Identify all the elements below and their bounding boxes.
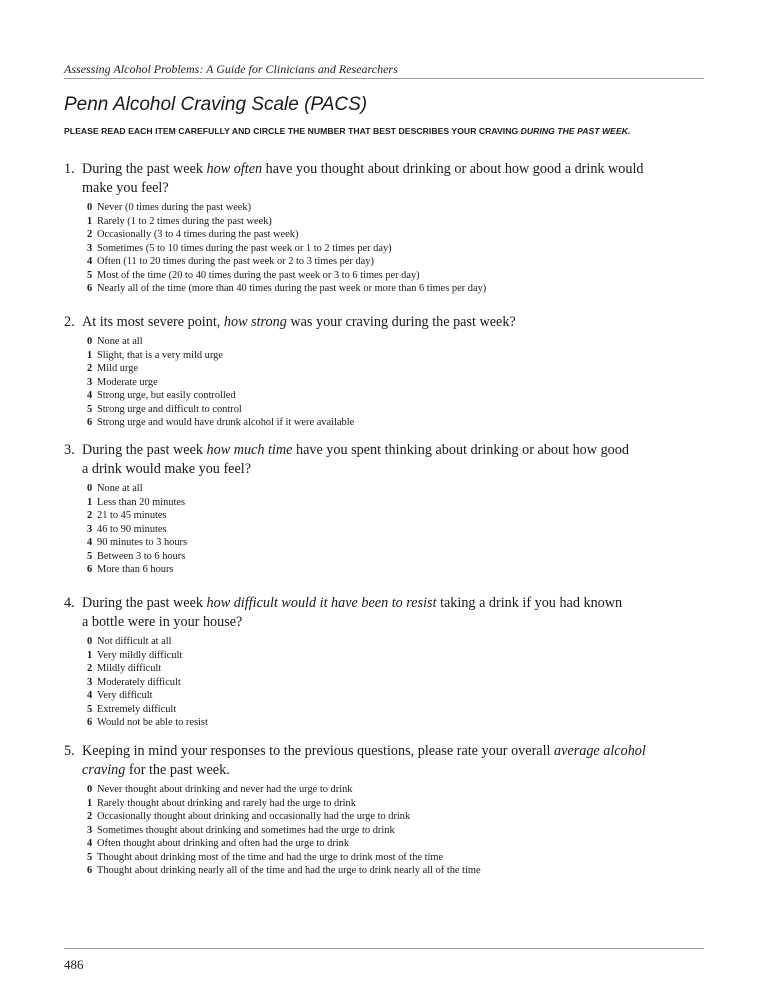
instructions [64, 126, 724, 136]
answer-option[interactable] [87, 810, 684, 824]
option-number: 5 [87, 269, 93, 281]
answer-options [64, 201, 684, 296]
answer-option[interactable] [87, 824, 684, 838]
answer-option[interactable] [87, 403, 684, 417]
answer-option[interactable] [87, 864, 684, 878]
stem-emphasis: how often [206, 161, 263, 177]
option-text: Mildly difficult [97, 663, 162, 674]
answer-option[interactable] [87, 482, 684, 496]
option-text: Nearly all of the time (more than 40 times during the past week or more than 6 times per day) [97, 283, 487, 294]
option-number: 6 [87, 283, 93, 294]
stem-emphasis: how much time [206, 442, 293, 458]
option-number: 2 [87, 663, 93, 674]
option-number: 0 [87, 202, 93, 213]
answer-option[interactable] [87, 689, 684, 703]
question-number: 1. [64, 161, 75, 177]
option-text: Moderately difficult [97, 676, 181, 688]
answer-option[interactable] [87, 536, 684, 550]
stem-text: was your craving during the past week? [286, 314, 516, 330]
option-text: Strong urge, but easily controlled [97, 390, 236, 401]
answer-option[interactable] [87, 389, 684, 403]
option-text: Very mildly difficult [97, 649, 183, 661]
option-text: 46 to 90 minutes [97, 523, 167, 535]
stem-text: Keeping in mind your responses to the previous questions, please rate your overall [82, 743, 555, 759]
option-text: None at all [97, 483, 143, 494]
answer-option[interactable] [87, 269, 684, 283]
option-text: Occasionally thought about drinking and occasionally had the urge to drink [97, 811, 411, 822]
stem-emphasis: how difficult would it have been to resist [206, 595, 437, 611]
option-number: 0 [87, 336, 93, 347]
question-4 [64, 594, 684, 730]
option-number: 4 [87, 390, 93, 401]
answer-options [64, 783, 684, 878]
option-number: 4 [87, 256, 93, 267]
option-text: Often (11 to 20 times during the past week or 2 to 3 times per day) [97, 256, 374, 267]
option-text: Thought about drinking most of the time and had the urge to drink most of the time [97, 851, 444, 863]
question-number: 3. [64, 442, 75, 458]
option-number: 6 [87, 717, 93, 728]
question-stem [64, 594, 684, 632]
option-text: Very difficult [97, 690, 153, 701]
option-number: 3 [87, 242, 93, 254]
page-title: Penn Alcohol Craving Scale (PACS) [64, 94, 368, 115]
option-text: Most of the time (20 to 40 times during the past week or 3 to 6 times per day) [97, 269, 420, 281]
option-number: 2 [87, 811, 93, 822]
option-text: Strong urge and difficult to control [97, 403, 242, 415]
option-number: 1 [87, 649, 93, 661]
option-text: Thought about drinking nearly all of the time and had the urge to drink nearly all of the time [97, 865, 481, 876]
answer-option[interactable] [87, 563, 684, 577]
footer-divider [64, 948, 704, 949]
question-2 [64, 313, 684, 430]
option-text: Between 3 to 6 hours [97, 550, 186, 562]
answer-option[interactable] [87, 851, 684, 865]
option-number: 5 [87, 703, 93, 715]
option-text: Strong urge and would have drunk alcohol if it were available [97, 417, 355, 428]
answer-option[interactable] [87, 550, 684, 564]
question-5 [64, 742, 684, 878]
option-text: Never (0 times during the past week) [97, 202, 252, 213]
answer-option[interactable] [87, 215, 684, 229]
option-text: Would not be able to resist [97, 717, 208, 728]
answer-options [64, 482, 684, 577]
option-text: Extremely difficult [97, 703, 177, 715]
question-number: 5. [64, 743, 75, 759]
stem-text: have you thought about drinking or about how good a drink would [262, 161, 644, 177]
stem-text: During the past week [82, 161, 207, 177]
option-number: 6 [87, 564, 93, 575]
stem-text: have you spent thinking about drinking or about how good [292, 442, 629, 458]
stem-text: During the past week [82, 442, 207, 458]
header-divider [64, 78, 704, 79]
option-text: Sometimes thought about drinking and sometimes had the urge to drink [97, 824, 395, 836]
option-number: 4 [87, 838, 93, 849]
option-number: 2 [87, 363, 93, 374]
option-number: 5 [87, 550, 93, 562]
answer-option[interactable] [87, 228, 684, 242]
question-number: 2. [64, 314, 75, 330]
answer-option[interactable] [87, 703, 684, 717]
option-text: More than 6 hours [97, 564, 174, 575]
option-text: Slight, that is a very mild urge [97, 349, 223, 361]
answer-options [64, 335, 684, 430]
option-number: 6 [87, 417, 93, 428]
option-text: Less than 20 minutes [97, 496, 186, 508]
option-text: Mild urge [97, 363, 139, 374]
option-number: 0 [87, 784, 93, 795]
question-stem [64, 313, 684, 332]
answer-option[interactable] [87, 242, 684, 256]
question-stem [64, 742, 684, 780]
option-text: 21 to 45 minutes [97, 510, 167, 521]
option-text: Rarely (1 to 2 times during the past week) [97, 215, 272, 227]
option-number: 0 [87, 483, 93, 494]
option-text: Never thought about drinking and never had the urge to drink [97, 784, 353, 795]
answer-option[interactable] [87, 649, 684, 663]
stem-continuation [64, 761, 684, 780]
stem-emphasis: average alcohol [554, 743, 646, 759]
stem-emphasis: how strong [223, 314, 287, 330]
answer-option[interactable] [87, 335, 684, 349]
answer-option[interactable] [87, 523, 684, 537]
answer-option[interactable] [87, 662, 684, 676]
stem-text: At its most severe point, [82, 314, 224, 330]
answer-option[interactable] [87, 797, 684, 811]
option-number: 5 [87, 403, 93, 415]
option-text: None at all [97, 336, 143, 347]
option-number: 3 [87, 523, 93, 535]
option-text: Not difficult at all [97, 636, 172, 647]
option-text: Often thought about drinking and often had the urge to drink [97, 838, 350, 849]
option-number: 1 [87, 349, 93, 361]
answer-option[interactable] [87, 362, 684, 376]
option-number: 4 [87, 690, 93, 701]
option-number: 1 [87, 496, 93, 508]
instructions-text: PLEASE READ EACH ITEM CAREFULLY AND CIRCLE THE NUMBER THAT BEST DESCRIBES YOUR CRAVING [64, 126, 521, 136]
answer-option[interactable] [87, 416, 684, 430]
option-number: 0 [87, 636, 93, 647]
stem-text: taking a drink if you had known [436, 595, 623, 611]
option-text: Occasionally (3 to 4 times during the past week) [97, 229, 299, 240]
option-text: 90 minutes to 3 hours [97, 537, 188, 548]
option-number: 3 [87, 676, 93, 688]
answer-option[interactable] [87, 496, 684, 510]
stem-text: for the past week. [125, 762, 230, 778]
option-text: Moderate urge [97, 376, 158, 388]
stem-text: During the past week [82, 595, 207, 611]
stem-continuation: make you feel? [82, 180, 169, 196]
option-number: 3 [87, 376, 93, 388]
answer-options [64, 635, 684, 730]
option-number: 2 [87, 510, 93, 521]
page-number: 486 [64, 957, 84, 972]
instructions-emphasis: DURING THE PAST WEEK. [520, 126, 631, 136]
answer-option[interactable] [87, 282, 684, 296]
option-number: 1 [87, 215, 93, 227]
option-number: 3 [87, 824, 93, 836]
question-1 [64, 160, 684, 296]
option-number: 2 [87, 229, 93, 240]
answer-option[interactable] [87, 255, 684, 269]
stem-emphasis: craving [82, 762, 126, 778]
answer-option[interactable] [87, 837, 684, 851]
answer-option[interactable] [87, 716, 684, 730]
question-stem [64, 441, 684, 479]
answer-option[interactable] [87, 509, 684, 523]
answer-option[interactable] [87, 376, 684, 390]
question-3 [64, 441, 684, 577]
answer-option[interactable] [87, 201, 684, 215]
answer-option[interactable] [87, 635, 684, 649]
option-text: Rarely thought about drinking and rarely had the urge to drink [97, 797, 356, 809]
option-text: Sometimes (5 to 10 times during the past week or 1 to 2 times per day) [97, 242, 392, 254]
question-number: 4. [64, 595, 75, 611]
question-stem [64, 160, 684, 198]
option-number: 1 [87, 797, 93, 809]
stem-continuation: a drink would make you feel? [82, 461, 252, 477]
answer-option[interactable] [87, 349, 684, 363]
option-number: 5 [87, 851, 93, 863]
answer-option[interactable] [87, 783, 684, 797]
running-head: Assessing Alcohol Problems: A Guide for Clinicians and Researchers [64, 62, 398, 76]
option-number: 6 [87, 865, 93, 876]
stem-continuation: a bottle were in your house? [82, 614, 243, 630]
answer-option[interactable] [87, 676, 684, 690]
option-number: 4 [87, 537, 93, 548]
